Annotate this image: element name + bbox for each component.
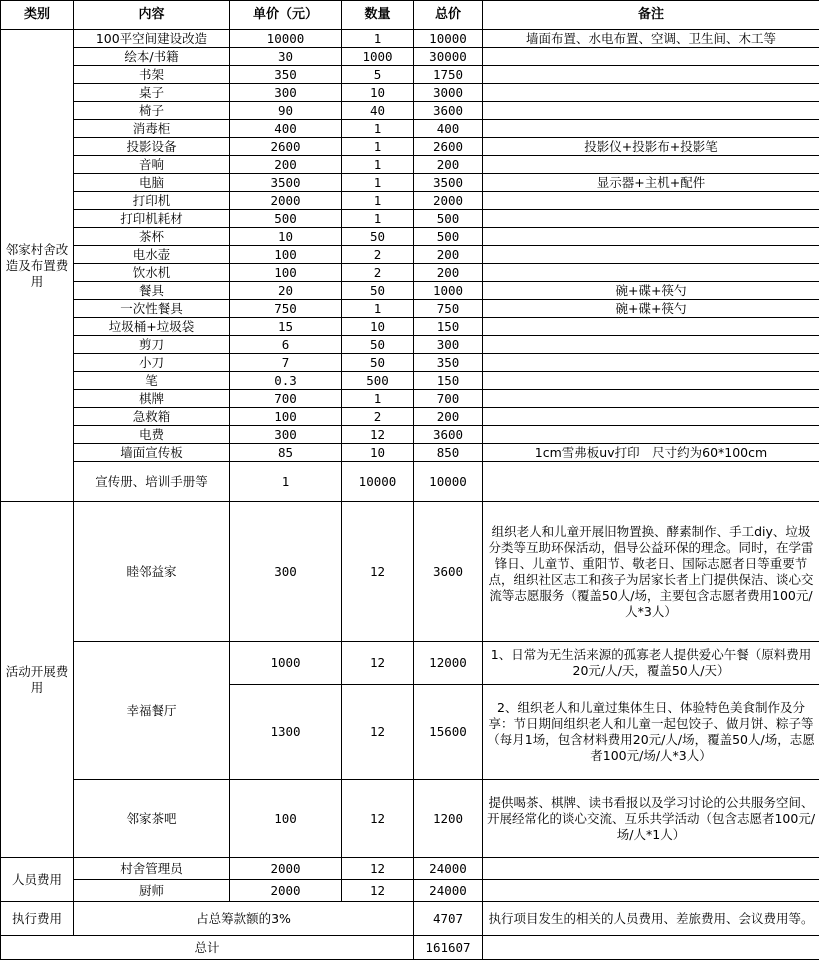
unit-price-cell: 3500 [230, 174, 342, 192]
note-cell [483, 336, 819, 354]
table-row [1, 902, 819, 936]
total-cell: 3600 [414, 426, 483, 444]
unit-price-cell: 750 [230, 300, 342, 318]
unit-price-cell: 500 [230, 210, 342, 228]
quantity-cell: 10 [342, 318, 414, 336]
table-row [1, 102, 819, 120]
category-cell: 人员费用 [1, 858, 74, 902]
unit-price-cell: 100 [230, 246, 342, 264]
quantity-cell: 1 [342, 300, 414, 318]
item-cell: 椅子 [74, 102, 230, 120]
total-cell: 350 [414, 354, 483, 372]
grand-total-label: 总计 [1, 936, 414, 960]
total-cell: 3500 [414, 174, 483, 192]
category-cell: 邻家村舍改造及布置费用 [1, 30, 74, 502]
quantity-cell: 12 [342, 685, 414, 780]
table-row [1, 138, 819, 156]
quantity-cell: 1 [342, 390, 414, 408]
table-row [1, 30, 819, 48]
table-row [1, 444, 819, 462]
item-cell: 饮水机 [74, 264, 230, 282]
note-cell [483, 880, 819, 902]
header-row [1, 1, 819, 30]
table-row [1, 858, 819, 880]
table-row [1, 336, 819, 354]
quantity-cell: 10000 [342, 462, 414, 502]
note-cell [483, 372, 819, 390]
note-cell [483, 264, 819, 282]
note-cell [483, 858, 819, 880]
table-row [1, 228, 819, 246]
unit-price-cell: 400 [230, 120, 342, 138]
total-cell: 12000 [414, 642, 483, 685]
unit-price-cell: 1 [230, 462, 342, 502]
total-cell: 2000 [414, 192, 483, 210]
note-cell [483, 462, 819, 502]
total-cell: 3000 [414, 84, 483, 102]
note-cell [483, 66, 819, 84]
item-cell: 打印机耗材 [74, 210, 230, 228]
unit-price-cell: 700 [230, 390, 342, 408]
unit-price-cell: 350 [230, 66, 342, 84]
quantity-cell: 12 [342, 858, 414, 880]
quantity-cell: 10 [342, 444, 414, 462]
table-row [1, 780, 819, 858]
unit-price-cell: 30 [230, 48, 342, 66]
item-cell: 垃圾桶+垃圾袋 [74, 318, 230, 336]
item-cell: 厨师 [74, 880, 230, 902]
quantity-cell: 1 [342, 120, 414, 138]
note-cell: 2、组织老人和儿童过集体生日、体验特色美食制作及分享：节日期间组织老人和儿童一起包饺子、做月饼、粽子等（每月1场，包含材料费用20元/人/场，覆盖50人/场，志愿者100元/场/人*3人） [483, 685, 819, 780]
unit-price-cell: 100 [230, 264, 342, 282]
total-cell: 15600 [414, 685, 483, 780]
note-cell [483, 354, 819, 372]
item-cell: 音响 [74, 156, 230, 174]
unit-price-cell: 300 [230, 502, 342, 642]
total-cell: 200 [414, 246, 483, 264]
note-cell [483, 390, 819, 408]
total-cell: 750 [414, 300, 483, 318]
total-cell: 300 [414, 336, 483, 354]
total-cell: 10000 [414, 462, 483, 502]
table-row [1, 66, 819, 84]
header-total: 总价 [414, 1, 483, 30]
table-row [1, 462, 819, 502]
unit-price-cell: 85 [230, 444, 342, 462]
quantity-cell: 1 [342, 192, 414, 210]
unit-price-cell: 15 [230, 318, 342, 336]
item-cell: 笔 [74, 372, 230, 390]
total-cell: 500 [414, 210, 483, 228]
unit-price-cell: 20 [230, 282, 342, 300]
table-row [1, 192, 819, 210]
total-cell: 30000 [414, 48, 483, 66]
item-cell: 电脑 [74, 174, 230, 192]
unit-price-cell: 10000 [230, 30, 342, 48]
total-cell: 24000 [414, 880, 483, 902]
table-row [1, 48, 819, 66]
item-cell: 小刀 [74, 354, 230, 372]
unit-price-cell: 300 [230, 426, 342, 444]
total-cell: 3600 [414, 502, 483, 642]
total-cell: 24000 [414, 858, 483, 880]
table-row [1, 300, 819, 318]
table-row [1, 318, 819, 336]
total-cell: 700 [414, 390, 483, 408]
table-row [1, 372, 819, 390]
note-cell: 1cm雪弗板uv打印 尺寸约为60*100cm [483, 444, 819, 462]
total-cell: 150 [414, 318, 483, 336]
description-cell: 占总筹款额的3% [74, 902, 414, 936]
unit-price-cell: 0.3 [230, 372, 342, 390]
quantity-cell: 50 [342, 336, 414, 354]
quantity-cell: 1000 [342, 48, 414, 66]
note-cell: 提供喝茶、棋牌、读书看报以及学习讨论的公共服务空间、开展经常化的谈心交流、互乐共学活动（包含志愿者100元/场/人*1人） [483, 780, 819, 858]
item-cell: 书架 [74, 66, 230, 84]
item-cell: 桌子 [74, 84, 230, 102]
note-cell: 1、日常为无生活来源的孤寡老人提供爱心午餐（原料费用20元/人/天，覆盖50人/天） [483, 642, 819, 685]
item-cell: 村舍管理员 [74, 858, 230, 880]
note-cell [483, 84, 819, 102]
note-cell: 显示器+主机+配件 [483, 174, 819, 192]
table-row [1, 210, 819, 228]
quantity-cell: 12 [342, 426, 414, 444]
total-cell: 10000 [414, 30, 483, 48]
total-cell: 1000 [414, 282, 483, 300]
quantity-cell: 1 [342, 174, 414, 192]
total-cell: 400 [414, 120, 483, 138]
item-cell: 棋牌 [74, 390, 230, 408]
table-row [1, 426, 819, 444]
table-row [1, 642, 819, 685]
total-cell: 200 [414, 156, 483, 174]
item-cell: 邻家茶吧 [74, 780, 230, 858]
total-cell: 500 [414, 228, 483, 246]
total-cell: 850 [414, 444, 483, 462]
note-cell [483, 246, 819, 264]
unit-price-cell: 1000 [230, 642, 342, 685]
note-cell [483, 936, 819, 960]
unit-price-cell: 100 [230, 408, 342, 426]
unit-price-cell: 7 [230, 354, 342, 372]
item-cell: 急救箱 [74, 408, 230, 426]
total-cell: 1750 [414, 66, 483, 84]
unit-price-cell: 100 [230, 780, 342, 858]
table-row [1, 264, 819, 282]
item-cell: 投影设备 [74, 138, 230, 156]
header-unit-price: 单价（元） [230, 1, 342, 30]
grand-total-row [1, 936, 819, 960]
quantity-cell: 1 [342, 210, 414, 228]
total-cell: 200 [414, 408, 483, 426]
item-cell: 100平空间建设改造 [74, 30, 230, 48]
header-note: 备注 [483, 1, 819, 30]
table-row [1, 408, 819, 426]
unit-price-cell: 2000 [230, 192, 342, 210]
note-cell [483, 48, 819, 66]
quantity-cell: 50 [342, 228, 414, 246]
note-cell [483, 120, 819, 138]
item-cell: 剪刀 [74, 336, 230, 354]
table-row [1, 880, 819, 902]
item-cell: 一次性餐具 [74, 300, 230, 318]
quantity-cell: 2 [342, 264, 414, 282]
note-cell: 组织老人和儿童开展旧物置换、酵素制作、手工diy、垃圾分类等互助环保活动，倡导公益环保的理念。同时，在学雷锋日、儿童节、重阳节、敬老日、国际志愿者日等重要节点，组织社区志工和孩子为居家长者上门提供保洁、谈心交流等志愿服务（覆盖50人/场，主要包含志愿者费用100元/人*3人） [483, 502, 819, 642]
quantity-cell: 5 [342, 66, 414, 84]
note-cell [483, 426, 819, 444]
note-cell [483, 318, 819, 336]
total-cell: 1200 [414, 780, 483, 858]
item-cell: 电费 [74, 426, 230, 444]
table-row [1, 282, 819, 300]
header-quantity: 数量 [342, 1, 414, 30]
quantity-cell: 12 [342, 780, 414, 858]
category-cell: 活动开展费用 [1, 502, 74, 858]
total-cell: 3600 [414, 102, 483, 120]
note-cell [483, 228, 819, 246]
unit-price-cell: 90 [230, 102, 342, 120]
quantity-cell: 2 [342, 246, 414, 264]
table-row [1, 502, 819, 642]
item-cell: 睦邻益家 [74, 502, 230, 642]
quantity-cell: 2 [342, 408, 414, 426]
item-cell: 餐具 [74, 282, 230, 300]
item-cell: 绘本/书籍 [74, 48, 230, 66]
quantity-cell: 12 [342, 880, 414, 902]
table-row [1, 246, 819, 264]
table-row [1, 354, 819, 372]
unit-price-cell: 10 [230, 228, 342, 246]
note-cell [483, 210, 819, 228]
total-cell: 150 [414, 372, 483, 390]
item-cell: 消毒柜 [74, 120, 230, 138]
note-cell [483, 156, 819, 174]
unit-price-cell: 300 [230, 84, 342, 102]
note-cell [483, 102, 819, 120]
unit-price-cell: 6 [230, 336, 342, 354]
item-cell: 茶杯 [74, 228, 230, 246]
unit-price-cell: 2000 [230, 858, 342, 880]
table-row [1, 174, 819, 192]
note-cell: 碗+碟+筷勺 [483, 300, 819, 318]
unit-price-cell: 2600 [230, 138, 342, 156]
quantity-cell: 10 [342, 84, 414, 102]
quantity-cell: 50 [342, 282, 414, 300]
note-cell [483, 192, 819, 210]
quantity-cell: 1 [342, 30, 414, 48]
quantity-cell: 500 [342, 372, 414, 390]
quantity-cell: 12 [342, 502, 414, 642]
table-row [1, 84, 819, 102]
unit-price-cell: 2000 [230, 880, 342, 902]
table-row [1, 156, 819, 174]
note-cell [483, 408, 819, 426]
item-cell: 幸福餐厅 [74, 642, 230, 780]
note-cell: 执行项目发生的相关的人员费用、差旅费用、会议费用等。 [483, 902, 819, 936]
unit-price-cell: 1300 [230, 685, 342, 780]
header-category: 类别 [1, 1, 74, 30]
item-cell: 电水壶 [74, 246, 230, 264]
quantity-cell: 50 [342, 354, 414, 372]
quantity-cell: 1 [342, 138, 414, 156]
grand-total-value: 161607 [414, 936, 483, 960]
category-cell: 执行费用 [1, 902, 74, 936]
total-cell: 200 [414, 264, 483, 282]
note-cell: 墙面布置、水电布置、空调、卫生间、木工等 [483, 30, 819, 48]
item-cell: 墙面宣传板 [74, 444, 230, 462]
item-cell: 宣传册、培训手册等 [74, 462, 230, 502]
quantity-cell: 12 [342, 642, 414, 685]
total-cell: 2600 [414, 138, 483, 156]
total-cell: 4707 [414, 902, 483, 936]
table-row [1, 120, 819, 138]
note-cell: 投影仪+投影布+投影笔 [483, 138, 819, 156]
quantity-cell: 1 [342, 156, 414, 174]
table-row [1, 390, 819, 408]
item-cell: 打印机 [74, 192, 230, 210]
quantity-cell: 40 [342, 102, 414, 120]
note-cell: 碗+碟+筷勺 [483, 282, 819, 300]
unit-price-cell: 200 [230, 156, 342, 174]
header-item: 内容 [74, 1, 230, 30]
